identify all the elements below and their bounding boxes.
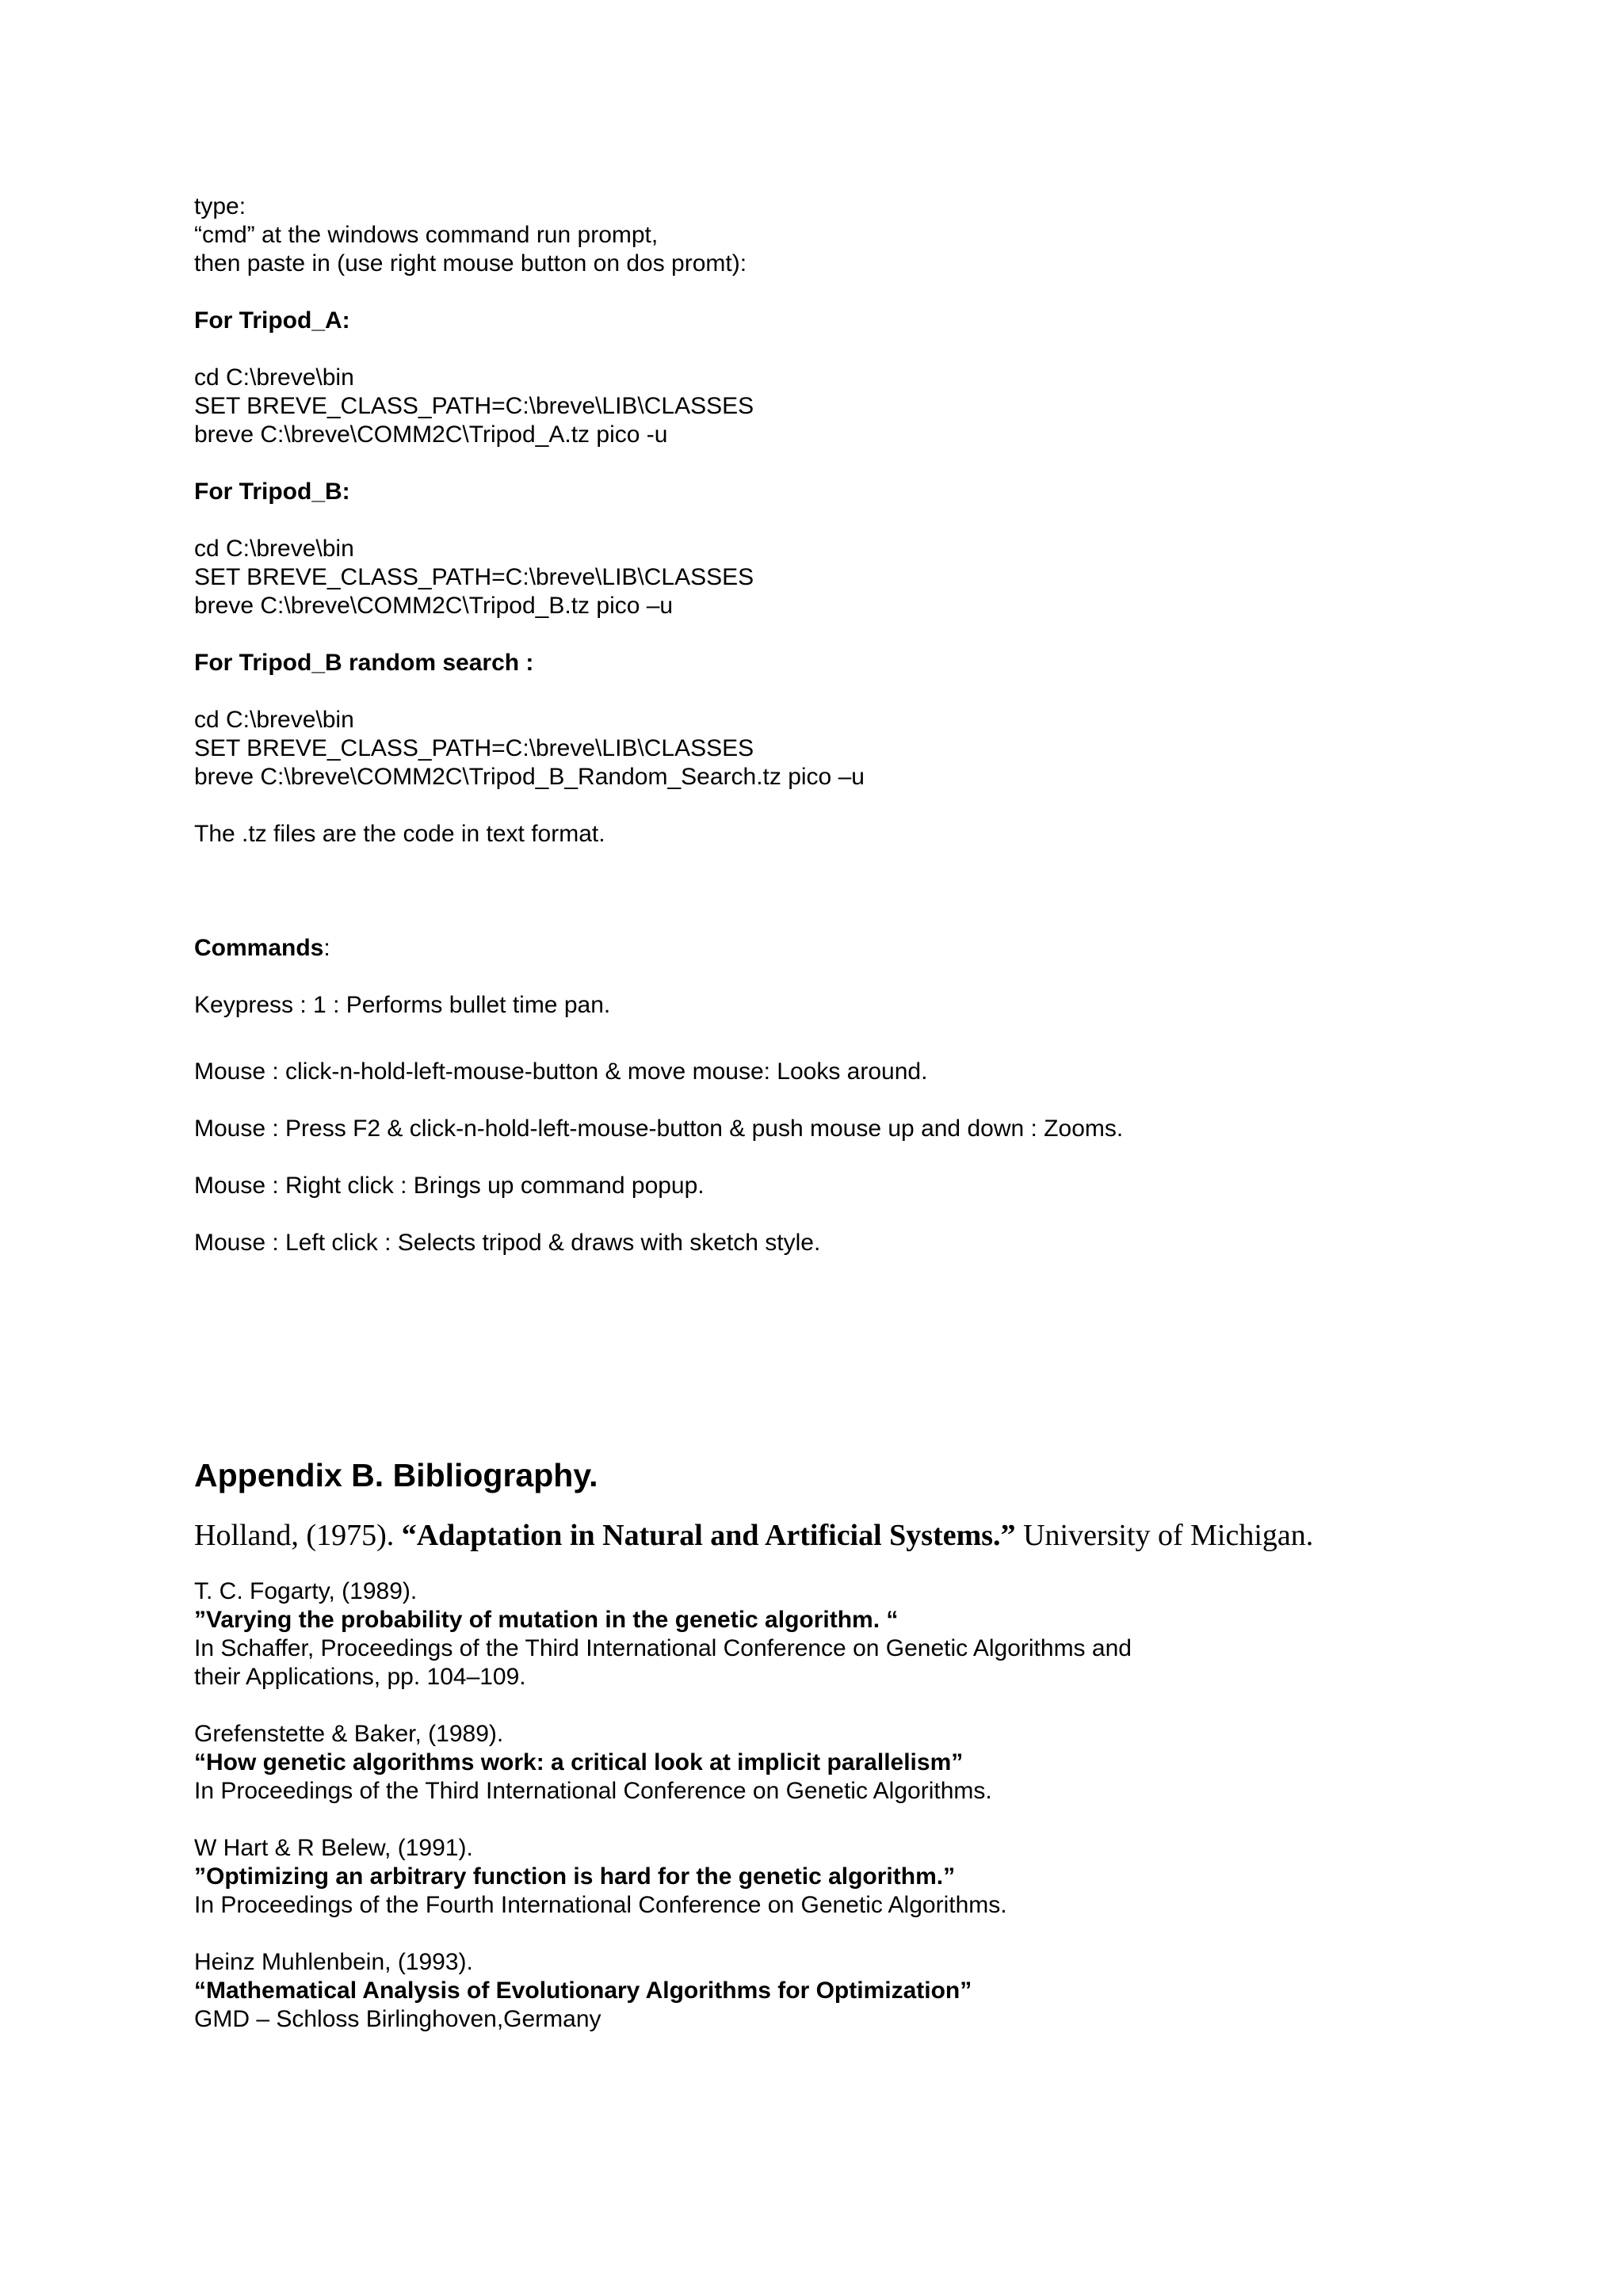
commands-heading-label: Commands <box>194 935 324 961</box>
command-line: cd C:\breve\bin <box>194 707 354 733</box>
command-line: breve C:\breve\COMM2C\Tripod_B_Random_Search.tz pico –u <box>194 764 865 790</box>
section-heading-tripod-a: For Tripod_A: <box>194 307 350 334</box>
holland-prefix: Holland, (1975). <box>194 1519 402 1552</box>
command-line: SET BREVE_CLASS_PATH=C:\breve\LIB\CLASSES <box>194 393 754 419</box>
command-item: Mouse : Left click : Selects tripod & draws with sketch style. <box>194 1230 821 1256</box>
intro-line: type: <box>194 193 246 219</box>
command-item: Keypress : 1 : Performs bullet time pan. <box>194 992 611 1018</box>
reference-author: T. C. Fogarty, (1989). <box>194 1578 418 1604</box>
holland-title: “Adaptation in Natural and Artificial Systems.” <box>401 1519 1016 1552</box>
reference-title: ”Varying the probability of mutation in the genetic algorithm. “ <box>194 1607 899 1633</box>
reference-author: Heinz Muhlenbein, (1993). <box>194 1949 473 1975</box>
section-heading-tripod-b-random: For Tripod_B random search : <box>194 650 534 676</box>
reference-title: “Mathematical Analysis of Evolutionary Algorithms for Optimization” <box>194 1978 972 2004</box>
intro-line: then paste in (use right mouse button on dos promt): <box>194 250 747 277</box>
command-line: cd C:\breve\bin <box>194 364 354 391</box>
command-line: breve C:\breve\COMM2C\Tripod_A.tz pico -u <box>194 421 668 448</box>
commands-heading-colon: : <box>323 935 330 961</box>
commands-heading <box>194 934 1589 963</box>
reference-author: Grefenstette & Baker, (1989). <box>194 1721 504 1747</box>
tz-note: The .tz files are the code in text format. <box>194 821 605 847</box>
reference-details: In Proceedings of the Third International Conference on Genetic Algorithms. <box>194 1778 992 1804</box>
holland-suffix: University of Michigan. <box>1015 1519 1314 1552</box>
command-item: Mouse : Press F2 & click-n-hold-left-mouse-button & push mouse up and down : Zooms. <box>194 1116 1124 1142</box>
reference-title: “How genetic algorithms work: a critical look at implicit parallelism” <box>194 1749 964 1775</box>
reference-author: W Hart & R Belew, (1991). <box>194 1835 473 1861</box>
command-line: cd C:\breve\bin <box>194 536 354 562</box>
appendix-title: Appendix B. Bibliography. <box>194 1457 598 1493</box>
reference-details: In Proceedings of the Fourth International Conference on Genetic Algorithms. <box>194 1892 1007 1918</box>
command-line: breve C:\breve\COMM2C\Tripod_B.tz pico –u <box>194 593 674 619</box>
command-item: Mouse : Right click : Brings up command popup. <box>194 1173 705 1199</box>
reference-title: ”Optimizing an arbitrary function is hard for the genetic algorithm.” <box>194 1863 956 1890</box>
reference-holland <box>194 1517 1589 1554</box>
reference-details: GMD – Schloss Birlinghoven,Germany <box>194 2006 601 2032</box>
reference-details: their Applications, pp. 104–109. <box>194 1664 526 1690</box>
intro-line: “cmd” at the windows command run prompt, <box>194 222 659 248</box>
reference-details: In Schaffer, Proceedings of the Third International Conference on Genetic Algorithms and <box>194 1635 1132 1661</box>
command-item: Mouse : click-n-hold-left-mouse-button & move mouse: Looks around. <box>194 1058 928 1085</box>
command-line: SET BREVE_CLASS_PATH=C:\breve\LIB\CLASSES <box>194 564 754 590</box>
command-line: SET BREVE_CLASS_PATH=C:\breve\LIB\CLASSES <box>194 735 754 761</box>
document-page <box>194 193 1589 2034</box>
section-heading-tripod-b: For Tripod_B: <box>194 479 350 505</box>
